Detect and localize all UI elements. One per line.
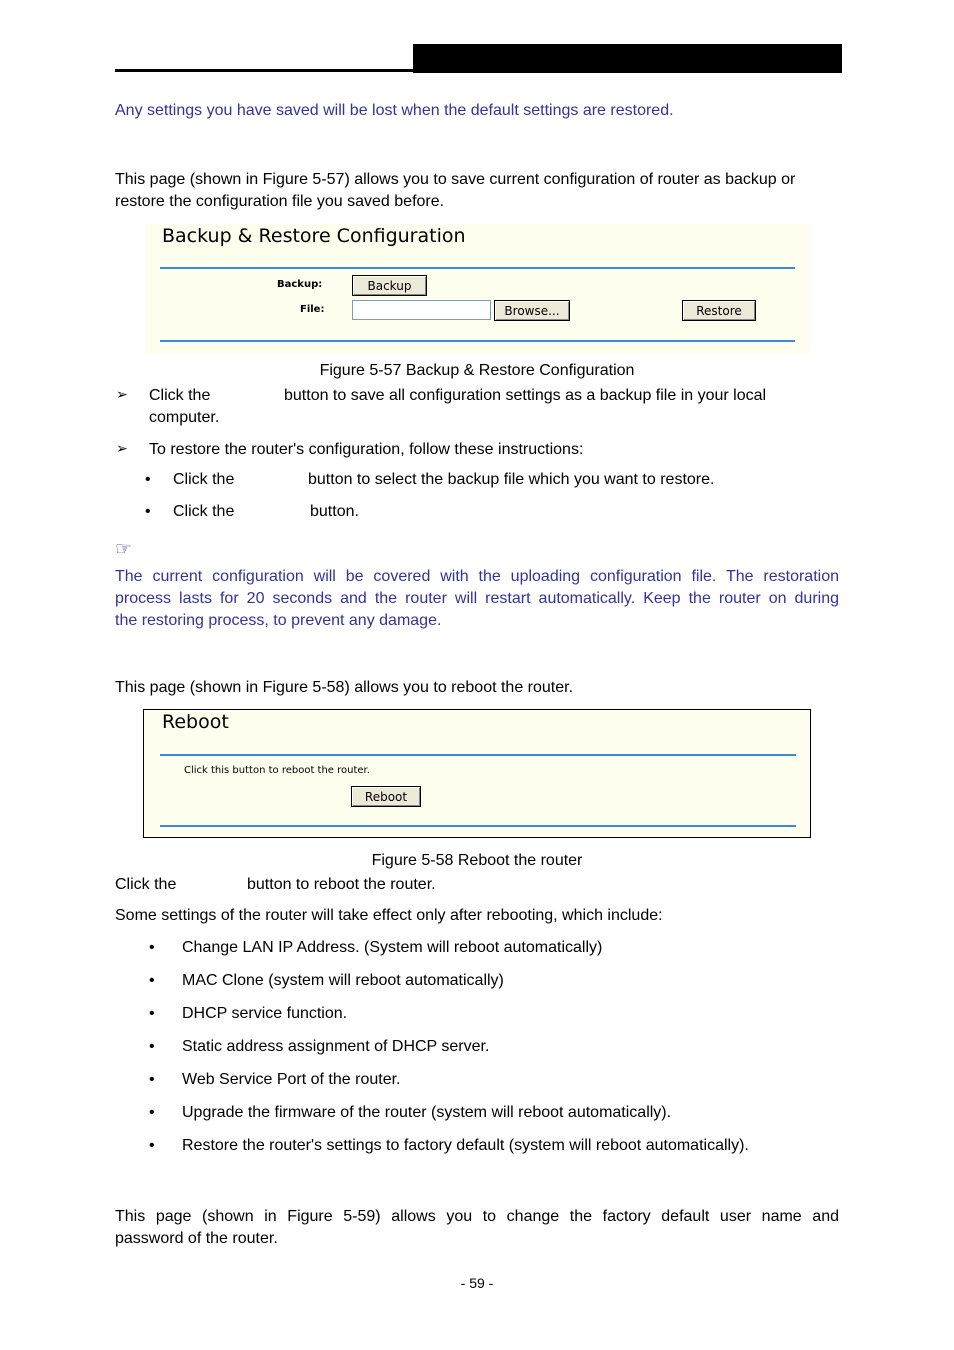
reboot-click-a: Click the	[115, 876, 177, 893]
sub-step-browse-a: Click the	[173, 471, 235, 488]
bullet-dot-icon: •	[149, 972, 155, 989]
header-rule	[115, 69, 413, 72]
step-backup-rest2: computer.	[149, 409, 220, 426]
backup-button[interactable]: Backup	[352, 275, 427, 296]
page-number: - 59 -	[460, 1275, 494, 1291]
list-item: Restore the router's settings to factory default (system will reboot automatically).	[182, 1137, 749, 1154]
sub-step-restore-a: Click the	[173, 503, 235, 520]
bullet-dot-icon: •	[145, 471, 151, 488]
bullet-dot-icon: •	[149, 1104, 155, 1121]
list-item: Web Service Port of the router.	[182, 1071, 401, 1088]
bullet-dot-icon: •	[149, 1137, 155, 1154]
bullet-dot-icon: •	[145, 503, 151, 520]
note-default-restore: Any settings you have saved will be lost when the default settings are restored.	[115, 102, 674, 119]
reboot-instruction: Click this button to reboot the router.	[184, 765, 370, 776]
list-item: Change LAN IP Address. (System will reboot automatically)	[182, 939, 603, 956]
figure-title: Backup & Restore Configuration	[162, 225, 466, 247]
note-restore-line1: The current configuration will be covered with the uploading configuration file. The restoration	[115, 568, 839, 585]
figure-title: Reboot	[162, 711, 229, 733]
figure-bottom-rule	[160, 825, 796, 827]
list-item: Static address assignment of DHCP server.	[182, 1038, 490, 1055]
list-item: DHCP service function.	[182, 1005, 348, 1022]
reboot-effect-intro: Some settings of the router will take effect only after rebooting, which include:	[115, 907, 663, 924]
figure-top-rule	[160, 267, 795, 269]
file-path-input[interactable]	[352, 300, 491, 320]
restore-button[interactable]: Restore	[682, 300, 756, 321]
figure-58-caption: Figure 5-58 Reboot the router	[371, 852, 583, 869]
figure-backup-restore	[145, 224, 810, 354]
pointing-hand-icon: ☞	[115, 539, 133, 560]
list-item: MAC Clone (system will reboot automatically)	[182, 972, 504, 989]
note-restore-line2: process lasts for 20 seconds and the router will restart automatically. Keep the router on during	[115, 590, 839, 607]
bullet-dot-icon: •	[149, 1005, 155, 1022]
reboot-intro: This page (shown in Figure 5-58) allows you to reboot the router.	[115, 679, 574, 696]
browse-button[interactable]: Browse...	[494, 300, 570, 321]
password-intro-line2: password of the router.	[115, 1230, 278, 1247]
backup-intro-line2: restore the configuration file you saved before.	[115, 193, 445, 210]
list-item: Upgrade the firmware of the router (system will reboot automatically).	[182, 1104, 672, 1121]
arrow-bullet-icon: ➢	[116, 440, 128, 456]
step-restore-intro: To restore the router's configuration, follow these instructions:	[149, 441, 584, 458]
figure-bottom-rule	[160, 340, 795, 342]
backup-label: Backup:	[277, 279, 323, 290]
note-restore-line3: the restoring process, to prevent any damage.	[115, 612, 442, 629]
file-label: File:	[300, 304, 325, 315]
step-backup-click: Click the	[149, 387, 211, 404]
figure-57-caption: Figure 5-57 Backup & Restore Configuration	[319, 362, 635, 379]
reboot-button[interactable]: Reboot	[351, 786, 421, 807]
figure-reboot	[143, 709, 811, 838]
header-bar	[413, 44, 842, 73]
bullet-dot-icon: •	[149, 1038, 155, 1055]
arrow-bullet-icon: ➢	[116, 386, 128, 402]
sub-step-browse-b: button to select the backup file which you want to restore.	[308, 471, 715, 488]
figure-top-rule	[160, 754, 796, 756]
backup-intro-line1: This page (shown in Figure 5-57) allows you to save current configuration of router as backup or	[115, 171, 796, 188]
step-backup-rest: button to save all configuration settings as a backup file in your local	[284, 387, 767, 404]
bullet-dot-icon: •	[149, 939, 155, 956]
bullet-dot-icon: •	[149, 1071, 155, 1088]
sub-step-restore-b: button.	[310, 503, 359, 520]
password-intro-line1: This page (shown in Figure 5-59) allows you to change the factory default user name and	[115, 1208, 839, 1225]
reboot-click-b: button to reboot the router.	[247, 876, 436, 893]
